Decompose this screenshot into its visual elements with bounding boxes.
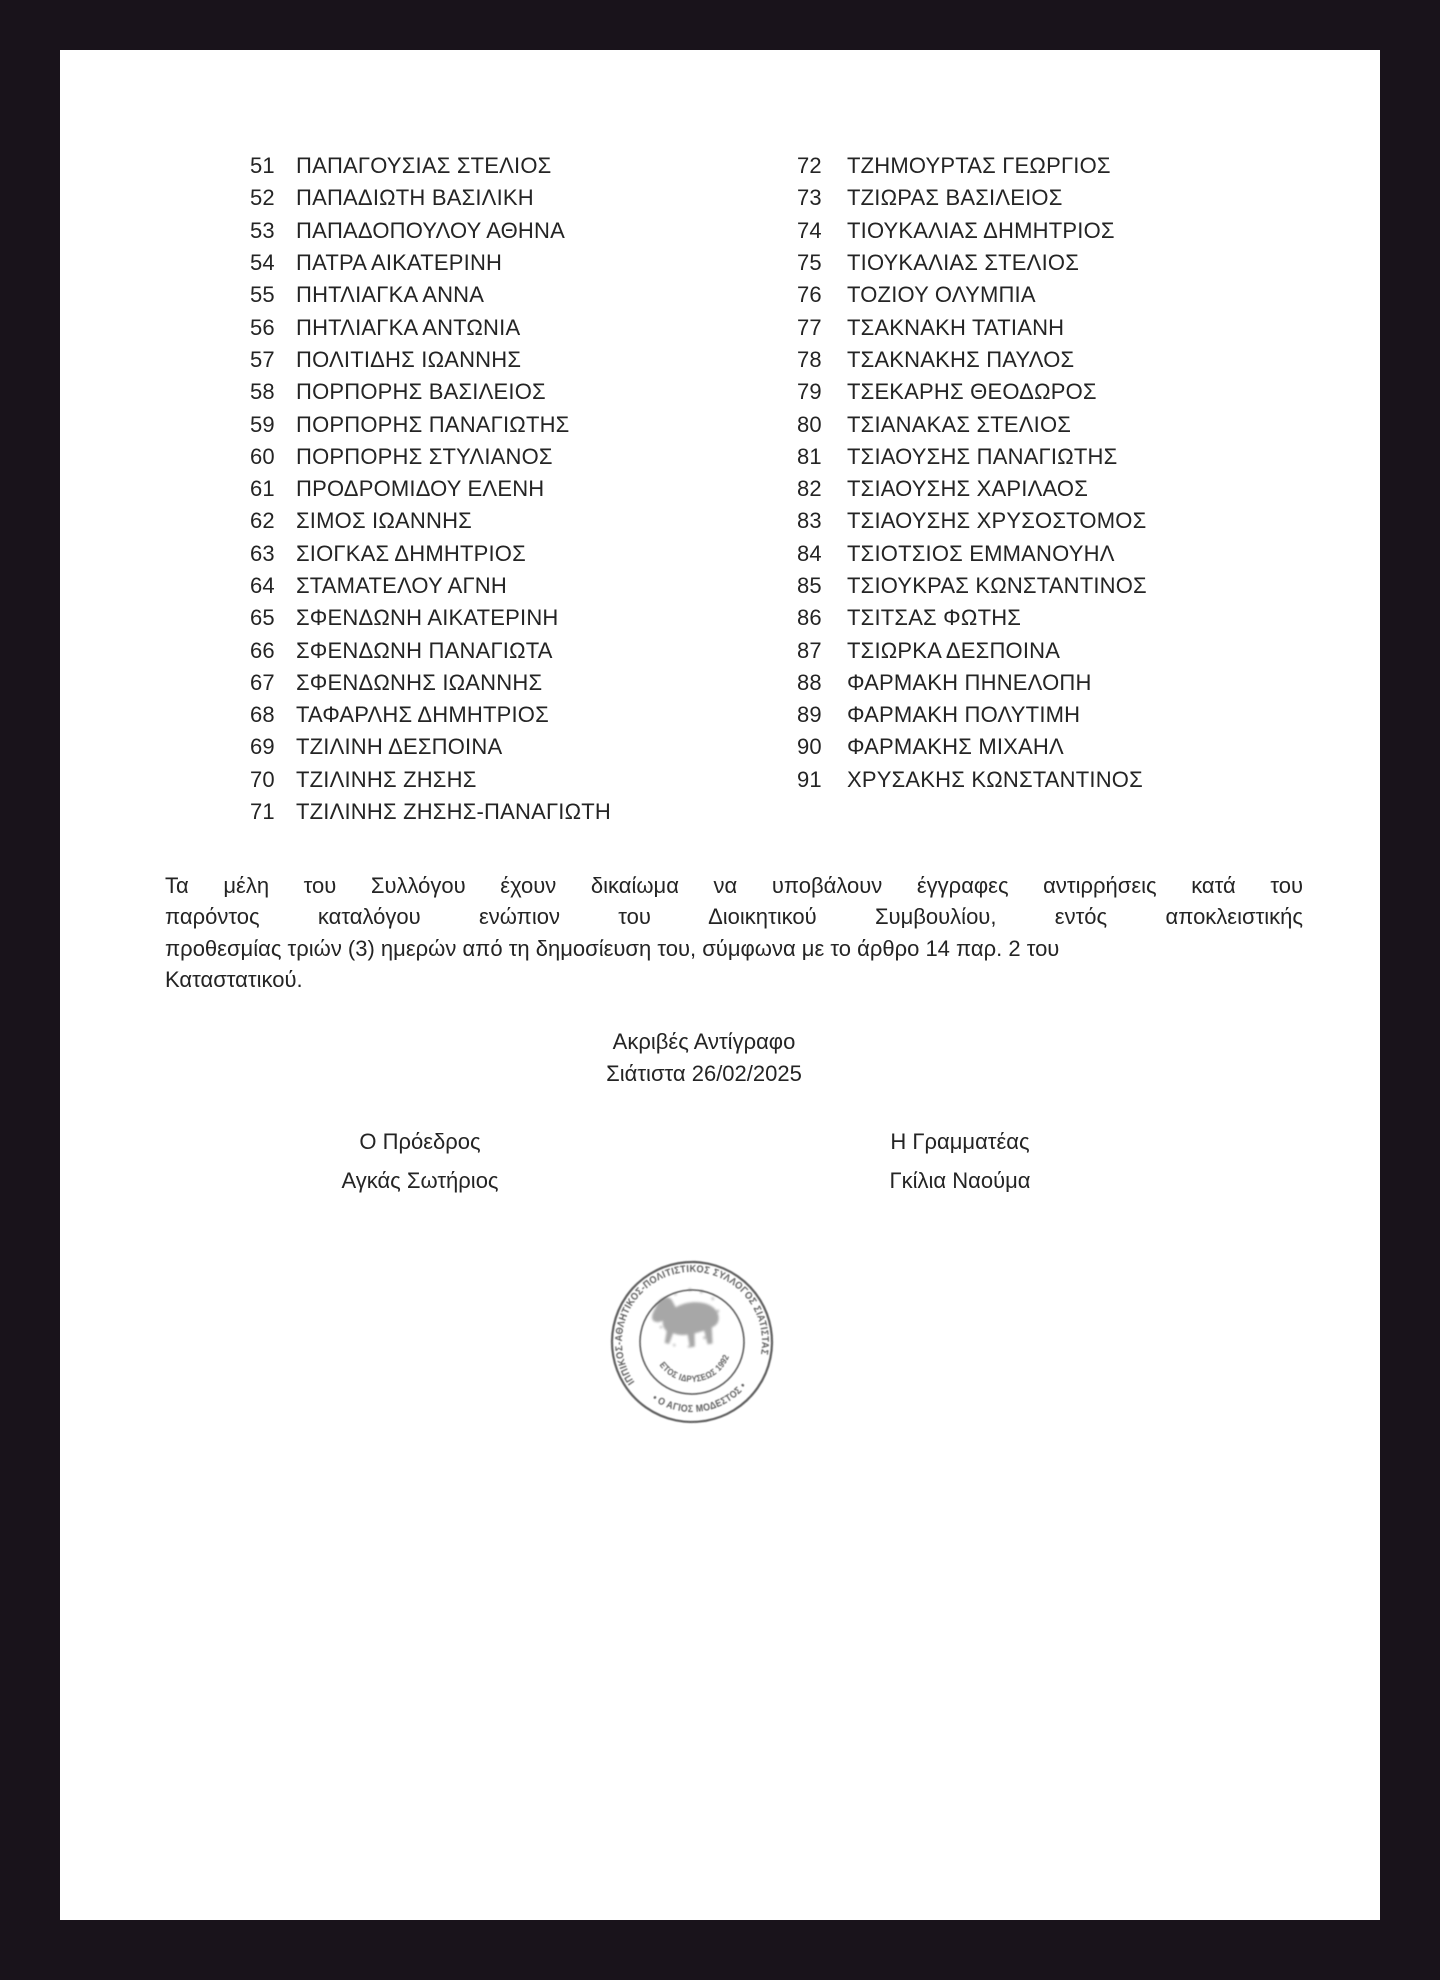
member-list-right [797,150,1147,796]
member-name: ΣΙΟΓΚΑΣ ΔΗΜΗΤΡΙΟΣ [296,540,526,566]
member-row [797,376,1147,408]
member-name: ΤΣΙΩΡΚΑ ΔΕΣΠΟΙΝΑ [847,637,1061,663]
member-number: 60 [250,443,275,469]
member-name: ΣΙΜΟΣ ΙΩΑΝΝΗΣ [296,508,472,534]
member-row [250,441,611,473]
member-number: 55 [250,282,275,308]
member-number: 90 [797,734,822,760]
place-and-date: Σιάτιστα 26/02/2025 [606,1061,802,1086]
member-row [250,247,611,279]
member-number: 85 [797,573,822,598]
member-row [250,408,611,440]
member-name: ΠΑΠΑΓΟΥΣΙΑΣ ΣΤΕΛΙΟΣ [296,153,552,179]
member-name: ΤΣΙΑΝΑΚΑΣ ΣΤΕΛΙΟΣ [847,411,1072,437]
member-number: 74 [797,217,822,243]
member-number: 83 [797,508,822,534]
member-number: 54 [250,250,275,276]
member-number: 72 [797,153,822,179]
member-row [797,182,1147,214]
club-seal-stamp [590,1240,794,1444]
member-number: 86 [797,605,822,631]
member-number: 64 [250,573,275,598]
member-row [797,311,1147,343]
member-number: 61 [250,476,275,502]
member-name: ΤΙΟΥΚΑΛΙΑΣ ΔΗΜΗΤΡΙΟΣ [847,217,1115,243]
member-name: ΦΑΡΜΑΚΗ ΠΗΝΕΛΟΠΗ [847,669,1092,695]
member-row [250,570,611,602]
member-number: 58 [250,379,275,405]
member-row [250,634,611,666]
member-row [797,505,1147,537]
member-number: 57 [250,346,275,372]
member-name: ΤΣΙΑΟΥΣΗΣ ΧΑΡΙΛΑΟΣ [847,476,1088,502]
member-name: ΤΣΑΚΝΑΚΗ ΤΑΤΙΑΝΗ [847,314,1065,340]
member-name: ΠΡΟΔΡΟΜΙΔΟΥ ΕΛΕΝΗ [296,476,545,502]
member-name: ΤΣΕΚΑΡΗΣ ΘΕΟΔΩΡΟΣ [847,379,1097,405]
secretary-title: Η Γραμματέας [890,1129,1030,1154]
secretary-signature-block [810,1122,1110,1200]
paragraph-line: Καταστατικού. [165,966,303,992]
member-number: 78 [797,346,822,372]
member-number: 84 [797,540,822,566]
member-row [250,215,611,247]
member-name: ΦΑΡΜΑΚΗ ΠΟΛΥΤΙΜΗ [847,702,1081,728]
member-row [797,667,1147,699]
member-name: ΤΣΙΑΟΥΣΗΣ ΠΑΝΑΓΙΩΤΗΣ [847,443,1118,469]
member-row [797,602,1147,634]
member-number: 56 [250,314,275,340]
member-number: 68 [250,702,275,728]
member-name: ΠΑΠΑΔΟΠΟΥΛΟΥ ΑΘΗΝΑ [296,217,565,243]
member-list-left [250,150,611,828]
member-name: ΣΤΑΜΑΤΕΛΟΥ ΑΓΝΗ [296,573,507,598]
member-name: ΦΑΡΜΑΚΗΣ ΜΙΧΑΗΛ [847,734,1064,760]
member-number: 81 [797,443,822,469]
member-name: ΤΣΙΑΟΥΣΗΣ ΧΡΥΣΟΣΤΟΜΟΣ [847,508,1147,534]
member-row [797,408,1147,440]
member-number: 53 [250,217,275,243]
member-row [797,247,1147,279]
member-name: ΠΗΤΛΙΑΓΚΑ ΑΝΤΩΝΙΑ [296,314,521,340]
member-name: ΤΑΦΑΡΛΗΣ ΔΗΜΗΤΡΙΟΣ [296,702,549,728]
member-number: 88 [797,669,822,695]
member-row [797,279,1147,311]
member-row [797,215,1147,247]
member-number: 87 [797,637,822,663]
member-number: 70 [250,766,275,792]
member-number: 52 [250,185,275,211]
president-name: Αγκάς Σωτήριος [341,1168,499,1193]
member-row [250,344,611,376]
member-row [250,279,611,311]
member-number: 80 [797,411,822,437]
member-name: ΠΟΛΙΤΙΔΗΣ ΙΩΑΝΝΗΣ [296,346,522,372]
member-name: ΠΑΠΑΔΙΩΤΗ ΒΑΣΙΛΙΚΗ [296,185,534,211]
member-name: ΣΦΕΝΔΩΝΗ ΠΑΝΑΓΙΩΤΑ [296,637,553,663]
member-name: ΤΖΗΜΟΥΡΤΑΣ ΓΕΩΡΓΙΟΣ [847,153,1111,179]
objection-paragraph [165,870,1303,995]
member-name: ΤΖΙΛΙΝΗΣ ΖΗΣΗΣ [296,766,477,792]
member-row [250,473,611,505]
member-row [250,699,611,731]
member-name: ΤΖΙΛΙΝΗ ΔΕΣΠΟΙΝΑ [296,734,503,760]
member-number: 67 [250,669,275,695]
member-name: ΠΑΤΡΑ ΑΙΚΑΤΕΡΙΝΗ [296,250,503,276]
member-number: 69 [250,734,275,760]
member-row [797,764,1147,796]
member-row [797,731,1147,763]
member-number: 59 [250,411,275,437]
president-signature-block [270,1122,570,1200]
member-number: 62 [250,508,275,534]
member-row [797,538,1147,570]
member-number: 79 [797,379,822,405]
member-name: ΤΟΖΙΟΥ ΟΛΥΜΠΙΑ [847,282,1036,308]
member-number: 73 [797,185,822,211]
member-number: 63 [250,540,275,566]
member-name: ΤΖΙΛΙΝΗΣ ΖΗΣΗΣ-ΠΑΝΑΓΙΩΤΗ [296,799,611,825]
member-row [250,505,611,537]
paragraph-line: προθεσμίας τριών (3) ημερών από τη δημοσίευση του, σύμφωνα με το άρθρο 14 παρ. 2 του [165,935,1060,961]
stamp-ring-text: ΙΠΠΙΚΟΣ-ΑΘΛΗΤΙΚΟΣ-ΠΟΛΙΤΙΣΤΙΚΟΣ ΣΥΛΛΟΓΟΣ ΣΙΑΤΙΣΤΑΣ [613,1263,771,1387]
member-row [797,634,1147,666]
member-name: ΤΣΙΤΣΑΣ ΦΩΤΗΣ [847,605,1022,631]
member-row [797,150,1147,182]
member-row [250,731,611,763]
member-row [797,473,1147,505]
member-row [250,311,611,343]
member-row [250,538,611,570]
member-name: ΣΦΕΝΔΩΝΗ ΑΙΚΑΤΕΡΙΝΗ [296,605,559,631]
stamp-bottom-text: • Ο ΑΓΙΟΣ ΜΟΔΕΣΤΟΣ • [650,1380,750,1416]
member-name: ΠΟΡΠΟΡΗΣ ΣΤΥΛΙΑΝΟΣ [296,443,553,469]
member-number: 77 [797,314,822,340]
certified-copy-label: Ακριβές Αντίγραφο [612,1029,796,1054]
member-number: 71 [250,799,275,825]
member-number: 66 [250,637,275,663]
member-name: ΤΣΙΟΥΚΡΑΣ ΚΩΝΣΤΑΝΤΙΝΟΣ [847,573,1147,598]
member-row [250,150,611,182]
member-row [250,182,611,214]
member-row [250,602,611,634]
member-row [797,344,1147,376]
member-row [797,441,1147,473]
member-row [797,570,1147,602]
member-row [250,667,611,699]
member-row [250,796,611,828]
member-name: ΤΣΙΟΤΣΙΟΣ ΕΜΜΑΝΟΥΗΛ [847,540,1115,566]
member-name: ΤΙΟΥΚΑΛΙΑΣ ΣΤΕΛΙΟΣ [847,250,1080,276]
member-number: 91 [797,766,822,792]
paragraph-line: Τα μέλη του Συλλόγου έχουν δικαίωμα να υποβάλουν έγγραφες αντιρρήσεις κατά του [165,873,1303,898]
member-name: ΠΟΡΠΟΡΗΣ ΠΑΝΑΓΙΩΤΗΣ [296,411,570,437]
member-number: 82 [797,476,822,502]
member-row [250,764,611,796]
member-name: ΣΦΕΝΔΩΝΗΣ ΙΩΑΝΝΗΣ [296,669,543,695]
stamp-founding-year-text: ΕΤΟΣ ΙΔΡΥΣΕΩΣ 1992 [657,1352,732,1385]
member-row [797,699,1147,731]
member-name: ΠΗΤΛΙΑΓΚΑ ΑΝΝΑ [296,282,485,308]
president-title: Ο Πρόεδρος [359,1129,481,1154]
secretary-name: Γκίλια Ναούμα [889,1168,1031,1193]
member-number: 51 [250,153,275,179]
scanned-document-page [60,50,1380,1920]
member-number: 65 [250,605,275,631]
member-number: 76 [797,282,822,308]
member-number: 75 [797,250,822,276]
member-name: ΠΟΡΠΟΡΗΣ ΒΑΣΙΛΕΙΟΣ [296,379,546,405]
member-number: 89 [797,702,822,728]
member-name: ΧΡΥΣΑΚΗΣ ΚΩΝΣΤΑΝΤΙΝΟΣ [847,766,1143,792]
member-row [250,376,611,408]
member-name: ΤΖΙΩΡΑΣ ΒΑΣΙΛΕΙΟΣ [847,185,1063,211]
certification-block [165,1026,1243,1090]
member-name: ΤΣΑΚΝΑΚΗΣ ΠΑΥΛΟΣ [847,346,1075,372]
paragraph-line: παρόντος καταλόγου ενώπιον του Διοικητικού Συμβουλίου, εντός αποκλειστικής [165,904,1303,930]
